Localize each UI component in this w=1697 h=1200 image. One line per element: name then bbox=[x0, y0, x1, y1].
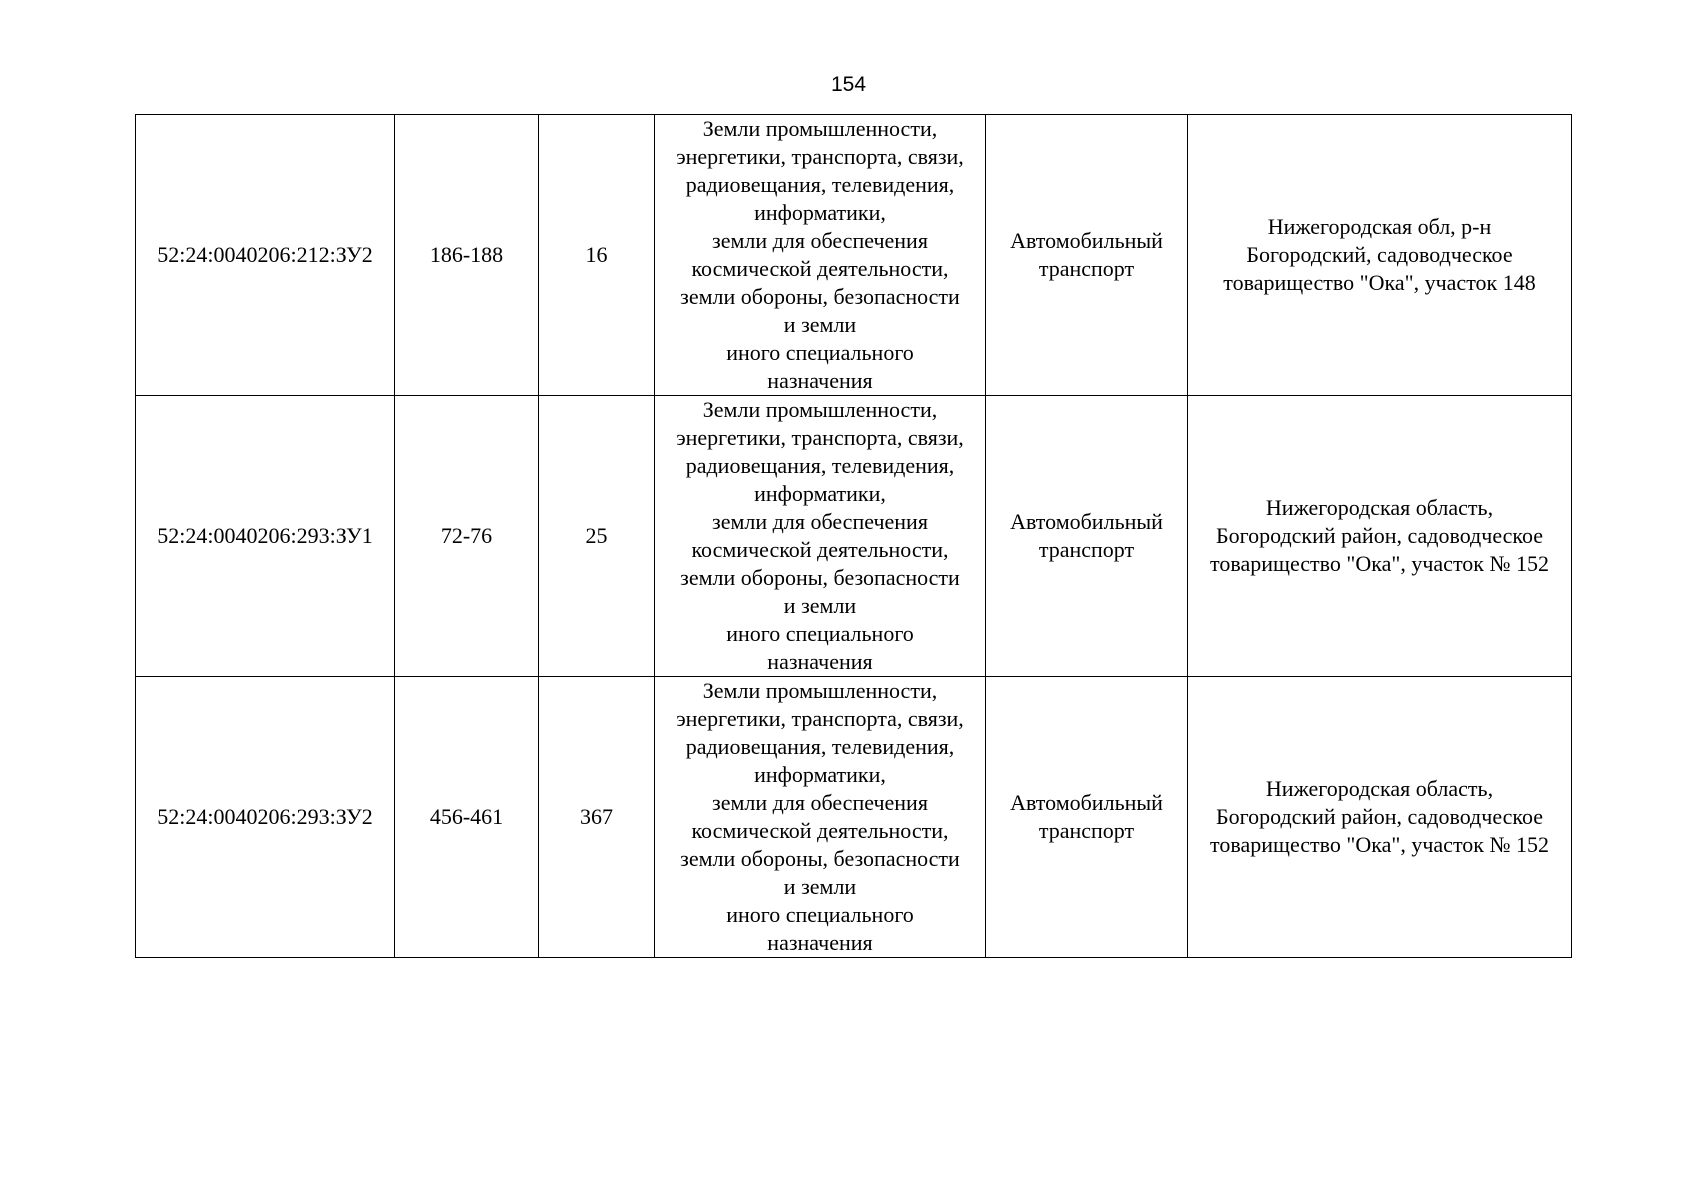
page-number: 154 bbox=[830, 73, 867, 96]
address-text: Нижегородская область, Богородский район, садоводческое товарищество "Ока", участок № 152 bbox=[1210, 776, 1549, 857]
land-category-cell bbox=[655, 115, 986, 396]
land-category-cell bbox=[655, 396, 986, 677]
area-cell: 25 bbox=[539, 396, 655, 677]
area-cell: 367 bbox=[539, 677, 655, 958]
area-cell: 16 bbox=[539, 115, 655, 396]
address-cell bbox=[1188, 396, 1572, 677]
permitted-use-text: Автомобильный транспорт bbox=[1010, 790, 1163, 843]
land-category-text: Земли промышленности, энергетики, транспорта, связи, радиовещания, телевидения, информатики, земли для обеспечения космической деятельности, земли обороны, безопасности и земли иного специального назначения bbox=[676, 116, 964, 393]
permitted-use-cell bbox=[986, 396, 1188, 677]
permitted-use-text: Автомобильный транспорт bbox=[1010, 228, 1163, 281]
cadastral-number-cell: 52:24:0040206:293:ЗУ1 bbox=[136, 396, 395, 677]
address-text: Нижегородская обл, р-н Богородский, садоводческое товарищество "Ока", участок 148 bbox=[1223, 214, 1536, 295]
permitted-use-cell bbox=[986, 677, 1188, 958]
points-cell: 72-76 bbox=[395, 396, 539, 677]
address-text: Нижегородская область, Богородский район, садоводческое товарищество "Ока", участок № 152 bbox=[1210, 495, 1549, 576]
points-cell: 456-461 bbox=[395, 677, 539, 958]
cadastral-number-cell: 52:24:0040206:212:ЗУ2 bbox=[136, 115, 395, 396]
points-cell: 186-188 bbox=[395, 115, 539, 396]
parcel-table bbox=[135, 114, 1572, 958]
cadastral-number-cell: 52:24:0040206:293:ЗУ2 bbox=[136, 677, 395, 958]
address-cell bbox=[1188, 115, 1572, 396]
table-row bbox=[136, 396, 1572, 677]
permitted-use-text: Автомобильный транспорт bbox=[1010, 509, 1163, 562]
address-cell bbox=[1188, 677, 1572, 958]
permitted-use-cell bbox=[986, 115, 1188, 396]
land-category-text: Земли промышленности, энергетики, транспорта, связи, радиовещания, телевидения, информатики, земли для обеспечения космической деятельности, земли обороны, безопасности и земли иного специального назначения bbox=[676, 397, 964, 674]
table-row bbox=[136, 115, 1572, 396]
table-row bbox=[136, 677, 1572, 958]
land-category-cell bbox=[655, 677, 986, 958]
land-category-text: Земли промышленности, энергетики, транспорта, связи, радиовещания, телевидения, информатики, земли для обеспечения космической деятельности, земли обороны, безопасности и земли иного специального назначения bbox=[676, 678, 964, 955]
